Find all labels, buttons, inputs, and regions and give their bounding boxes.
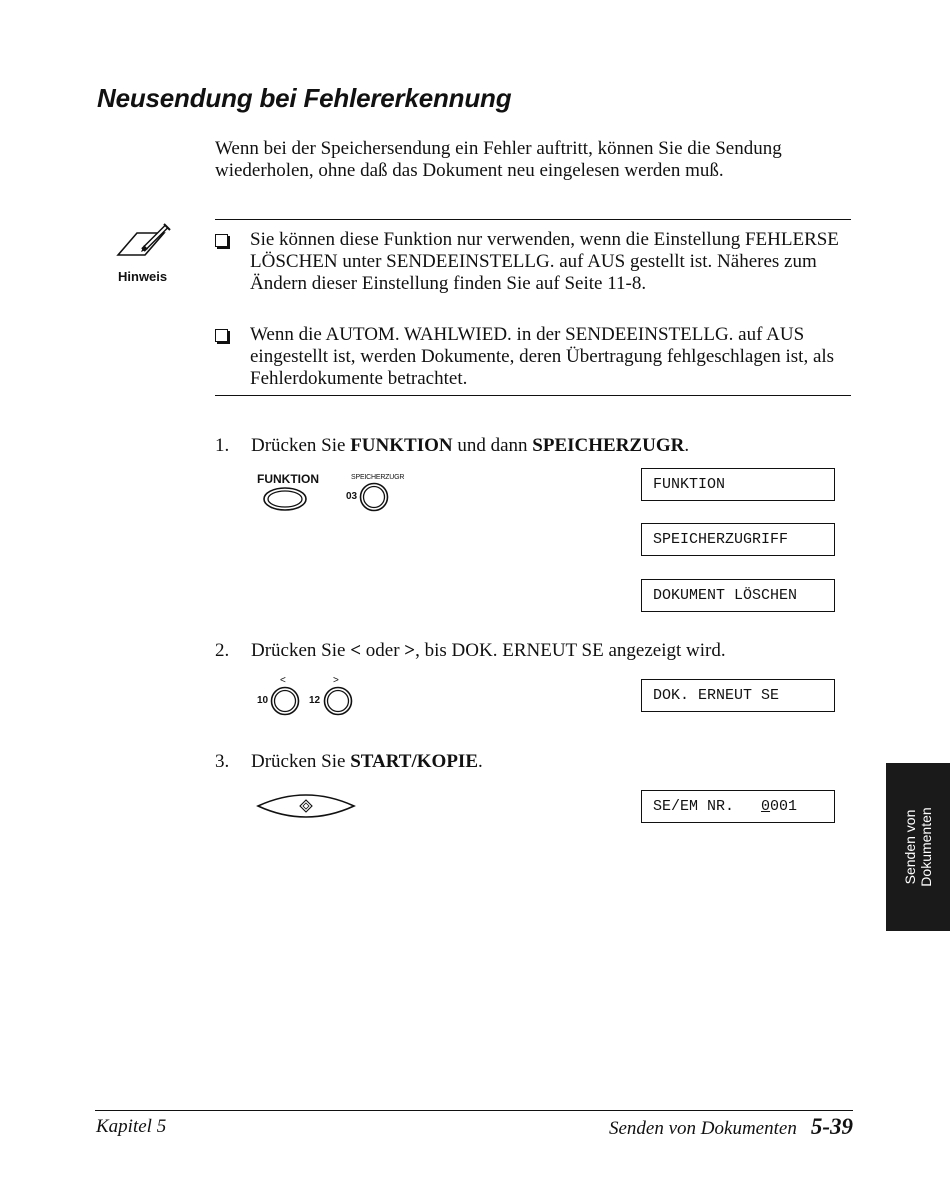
lcd-display: SPEICHERZUGRIFF (641, 523, 835, 556)
left-arrow-key-label: < (280, 675, 286, 686)
pencil-note-icon (115, 223, 175, 265)
note-item-text: Sie können diese Funktion nur verwenden, wenn die Einstellung FEHLERSE LÖSCHEN unter SENDEEINSTELLG. auf AUS gestellt ist. Näheres zum Ändern dieser Einstellung finden Sie auf Seite 11-8. (250, 229, 839, 294)
note-bottom-rule (215, 395, 851, 396)
chapter-side-tab (886, 763, 950, 931)
lcd-display: FUNKTION (641, 468, 835, 501)
right-arrow-key-label: > (333, 675, 339, 686)
right-arrow-key-number: 12 (309, 695, 321, 706)
footer-section-title: Senden von Dokumenten (609, 1118, 797, 1139)
funktion-key-label: FUNKTION (257, 472, 319, 486)
right-arrow-key-icon[interactable] (323, 686, 353, 716)
speicherzugr-key-number: 03 (346, 491, 358, 502)
side-tab-line-2: Dokumenten (918, 807, 934, 887)
note-label: Hinweis (118, 269, 168, 284)
page-number: 5-39 (810, 1114, 853, 1139)
note-item (215, 324, 855, 390)
left-arrow-key-icon[interactable] (270, 686, 300, 716)
footer-rule (95, 1110, 853, 1111)
start-kopie-key-icon[interactable] (255, 792, 357, 820)
lcd-display: DOKUMENT LÖSCHEN (641, 579, 835, 612)
page-title: Neusendung bei Fehlererkennung (97, 83, 512, 113)
footer-chapter: Kapitel 5 (96, 1116, 167, 1137)
step-1-instruction: 1. Drücken Sie FUNKTION und dann SPEICHERZUGR. (215, 435, 690, 456)
lcd-display: SE/EM NR. 0001 (641, 790, 835, 823)
funktion-key-icon[interactable] (262, 486, 308, 512)
note-item (215, 229, 855, 295)
checkbox-bullet-icon (215, 234, 228, 247)
speicherzugr-key-label: SPEICHERZUGR (351, 474, 405, 481)
lcd-display: DOK. ERNEUT SE (641, 679, 835, 712)
footer-section (609, 1114, 853, 1140)
left-arrow-key-number: 10 (257, 695, 269, 706)
speicherzugr-key-icon[interactable] (359, 482, 389, 512)
side-tab-line-1: Senden von (902, 809, 918, 885)
lcd-cursor: 0 (761, 798, 771, 815)
note-item-text: Wenn die AUTOM. WAHLWIED. in der SENDEEINSTELLG. auf AUS eingestellt ist, werden Dokumente, deren Übertragung fehlgeschlagen ist, als Fehlerdokumente betrachtet. (250, 324, 835, 389)
intro-paragraph: Wenn bei der Speichersendung ein Fehler auftritt, können Sie die Sendung wiederholen, ohne daß das Dokument neu eingelesen werden muß. (215, 138, 782, 181)
step-2-instruction: 2. Drücken Sie < oder >, bis DOK. ERNEUT SE angezeigt wird. (215, 640, 726, 661)
step-3-instruction: 3. Drücken Sie START/KOPIE. (215, 751, 483, 772)
note-top-rule (215, 219, 851, 220)
checkbox-bullet-icon (215, 329, 228, 342)
